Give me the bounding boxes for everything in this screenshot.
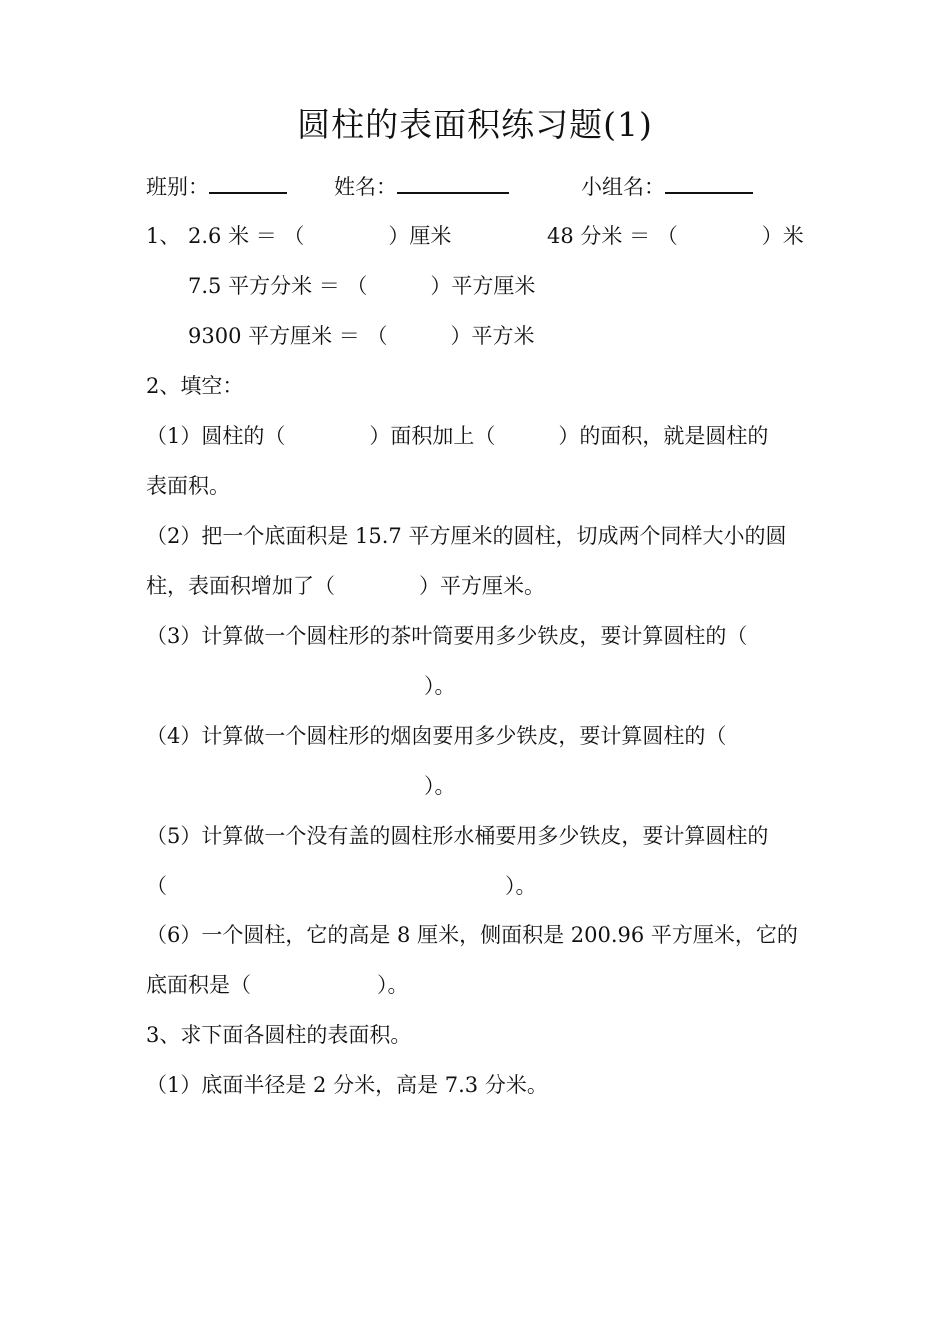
q1-item-b: 48 分米 ＝ （ ）米 [547,224,804,248]
group-blank[interactable] [665,174,753,194]
q2-p5-open-paren: （ [146,874,167,898]
q2-p1-line1: （1）圆柱的（ ）面积加上（ ）的面积，就是圆柱的 [146,424,769,448]
class-blank[interactable] [209,174,287,194]
q1-number: 1、 [146,224,181,248]
q2-p3-line2: ）。 [424,674,456,698]
q1-item-c: 7.5 平方分米 ＝ （ ）平方厘米 [188,274,536,298]
q2-p6-line1: （6）一个圆柱，它的高是 8 厘米，侧面积是 200.96 平方厘米，它的 [146,923,798,947]
name-label: 姓名： [334,175,397,199]
class-label: 班别： [146,175,209,199]
page-title: 圆柱的表面积练习题(1) [297,105,653,144]
q3-p1: （1）底面半径是 2 分米，高是 7.3 分米。 [146,1073,548,1097]
name-field [334,174,509,200]
group-label: 小组名： [581,175,665,199]
q2-p6-line2: 底面积是（ ）。 [146,973,409,997]
class-field [146,174,287,200]
q2-heading: 2、填空： [146,374,244,398]
q1-item-d: 9300 平方厘米 ＝ （ ）平方米 [188,324,535,348]
q2-p3-line1: （3）计算做一个圆柱形的茶叶筒要用多少铁皮，要计算圆柱的（ [146,624,748,648]
q2-p2-line1: （2）把一个底面积是 15.7 平方厘米的圆柱，切成两个同样大小的圆 [146,524,787,548]
q2-p5-close-paren: ）。 [505,874,537,898]
group-field [581,174,753,200]
q2-p4-line2: ）。 [424,774,456,798]
q2-p4-line1: （4）计算做一个圆柱形的烟囱要用多少铁皮，要计算圆柱的（ [146,724,727,748]
q2-p5-line1: （5）计算做一个没有盖的圆柱形水桶要用多少铁皮，要计算圆柱的 [146,824,769,848]
q1-item-a: 2.6 米 ＝ （ ）厘米 [188,224,452,248]
name-blank[interactable] [397,174,509,194]
q2-p1-line2: 表面积。 [146,474,230,498]
q3-heading: 3、求下面各圆柱的表面积。 [146,1023,412,1047]
q2-p2-line2: 柱，表面积增加了（ ）平方厘米。 [146,574,545,598]
